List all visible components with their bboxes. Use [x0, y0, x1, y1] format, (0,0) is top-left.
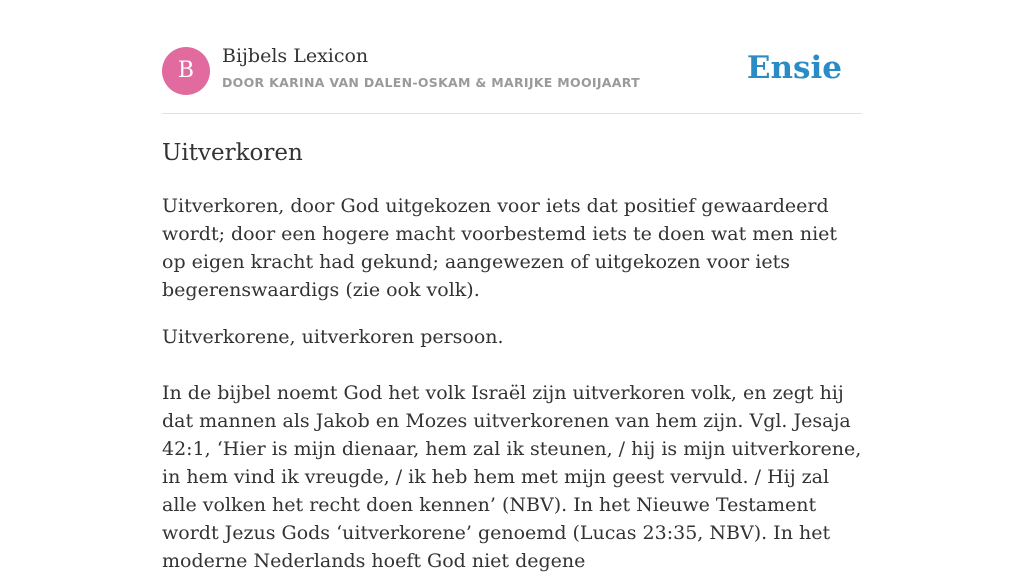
book-title[interactable]: Bijbels Lexicon	[222, 45, 369, 67]
content-container	[162, 0, 862, 575]
entry-paragraph-derivation: Uitverkorene, uitverkoren persoon.	[162, 326, 504, 348]
header	[162, 0, 862, 114]
entry-paragraph-bible: In de bijbel noemt God het volk Israël zijn uitverkoren volk, en zegt hij dat mannen als Jakob en Mozes uitverkorenen van hem zijn. Vgl. Jesaja 42:1, ‘Hier is mijn dienaar, hem zal ik steunen, / hij is mijn uitverkorene, in hem vind ik vreugde, / ik heb hem met mijn geest vervuld. / Hij zal alle volken het recht doen kennen’ (NBV). In het Nieuwe Testament wordt Jezus Gods ‘uitverkorene’ genoemd (Lucas 23:35, NBV). In het moderne Nederlands hoeft God niet degene	[162, 382, 862, 572]
entry-title: Uitverkoren	[162, 140, 303, 166]
book-avatar[interactable]: B	[162, 47, 210, 95]
book-authors: DOOR KARINA VAN DALEN-OSKAM & MARIJKE MOOIJAART	[222, 75, 640, 90]
entry-paragraph-definition: Uitverkoren, door God uitgekozen voor iets dat positief gewaardeerd wordt; door een hogere macht voorbestemd iets te doen wat men niet op eigen kracht had gekund; aangewezen of uitgekozen voor iets begerenswaardigs (zie ook volk).	[162, 195, 838, 301]
brand-logo-link[interactable]: Ensie	[746, 50, 842, 86]
